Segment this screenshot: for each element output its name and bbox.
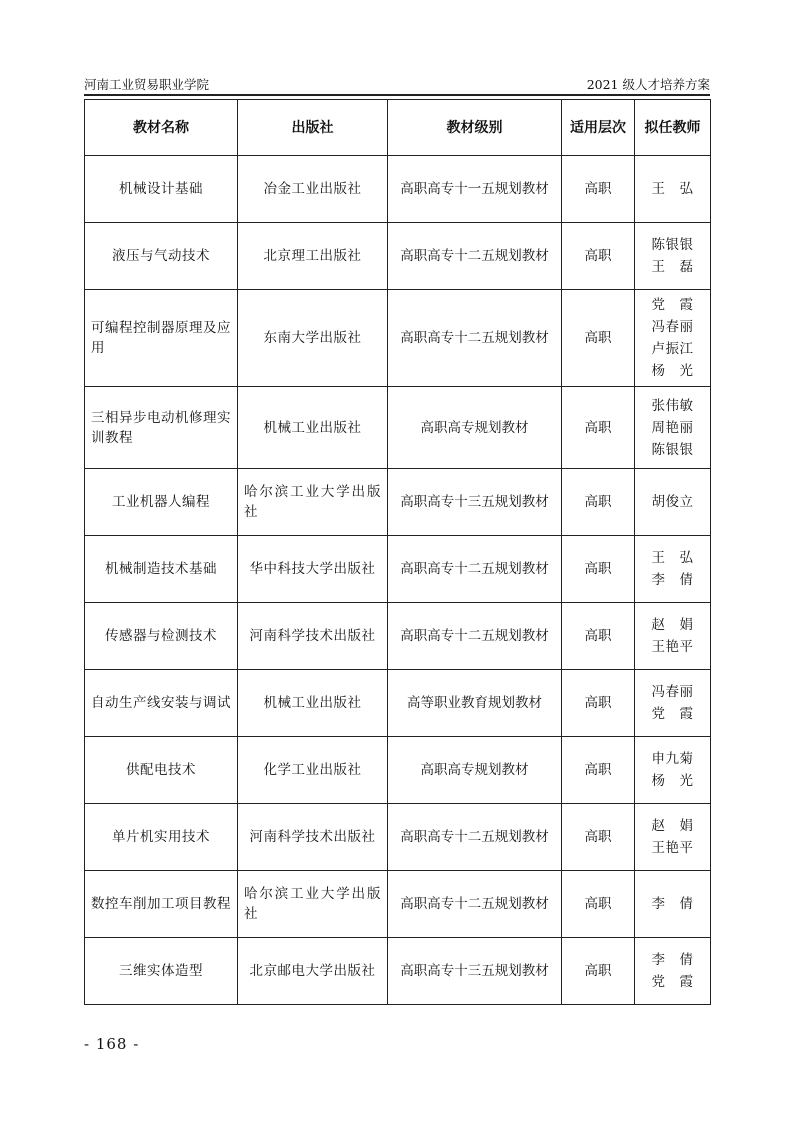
teacher-name: 王 弘 [651, 181, 694, 197]
teachers-cell [635, 804, 711, 871]
textbook-name-cell: 可编程控制器原理及应用 [85, 290, 238, 387]
publisher-cell: 河南科学技术出版社 [238, 603, 388, 670]
column-header-textbook-level: 教材级别 [388, 100, 562, 156]
table-row [85, 387, 711, 469]
column-header-teachers: 拟任教师 [635, 100, 711, 156]
table-row [85, 536, 711, 603]
publisher-cell: 北京邮电大学出版社 [238, 938, 388, 1005]
teacher-name: 李 倩 [651, 952, 694, 968]
teacher-name: 申九菊 [651, 751, 694, 767]
publisher-cell: 哈尔滨工业大学出版社 [238, 469, 388, 536]
table-row [85, 871, 711, 938]
teacher-name: 王艳平 [651, 840, 694, 856]
textbook-level-cell: 高职高专十二五规划教材 [388, 804, 562, 871]
textbook-name-cell: 数控车削加工项目教程 [85, 871, 238, 938]
teacher-name: 王 弘 [651, 550, 694, 566]
teacher-name: 赵 娟 [651, 818, 694, 834]
textbook-name-cell: 三相异步电动机修理实训教程 [85, 387, 238, 469]
column-header-publisher: 出版社 [238, 100, 388, 156]
teachers-cell [635, 603, 711, 670]
applicable-tier-cell: 高职 [562, 387, 635, 469]
publisher-cell: 河南科学技术出版社 [238, 804, 388, 871]
teacher-name: 张伟敏 [651, 397, 694, 414]
table-body [85, 156, 711, 1005]
textbook-level-cell: 高等职业教育规划教材 [388, 670, 562, 737]
publisher-cell: 哈尔滨工业大学出版社 [238, 871, 388, 938]
teacher-name: 党 霞 [651, 706, 694, 722]
textbook-name-cell: 供配电技术 [85, 737, 238, 804]
table-row [85, 603, 711, 670]
teachers-cell [635, 469, 711, 536]
teacher-name: 周艳丽 [651, 419, 694, 436]
teacher-name: 李 倩 [651, 896, 694, 912]
table-row [85, 290, 711, 387]
textbook-name-cell: 传感器与检测技术 [85, 603, 238, 670]
publisher-cell: 化学工业出版社 [238, 737, 388, 804]
textbook-name-cell: 液压与气动技术 [85, 223, 238, 290]
textbook-name-cell: 工业机器人编程 [85, 469, 238, 536]
textbook-level-cell: 高职高专十二五规划教材 [388, 603, 562, 670]
column-header-applicable-tier: 适用层次 [562, 100, 635, 156]
publisher-cell: 机械工业出版社 [238, 670, 388, 737]
table-row [85, 804, 711, 871]
table-row [85, 737, 711, 804]
teachers-cell [635, 156, 711, 223]
plan-title: 2021 级人才培养方案 [586, 77, 710, 92]
textbook-table [84, 99, 711, 1005]
table-row [85, 938, 711, 1005]
applicable-tier-cell: 高职 [562, 603, 635, 670]
teacher-name: 李 倩 [651, 572, 694, 588]
textbook-level-cell: 高职高专十三五规划教材 [388, 938, 562, 1005]
teacher-name: 陈银银 [651, 441, 694, 458]
teacher-name: 赵 娟 [651, 617, 694, 633]
teachers-cell [635, 387, 711, 469]
teacher-name: 卢振江 [651, 341, 694, 357]
textbook-level-cell: 高职高专十三五规划教材 [388, 469, 562, 536]
teacher-name: 王 磊 [651, 259, 694, 275]
teachers-cell [635, 938, 711, 1005]
applicable-tier-cell: 高职 [562, 871, 635, 938]
publisher-cell: 北京理工出版社 [238, 223, 388, 290]
publisher-cell: 华中科技大学出版社 [238, 536, 388, 603]
applicable-tier-cell: 高职 [562, 938, 635, 1005]
textbook-name-cell: 单片机实用技术 [85, 804, 238, 871]
applicable-tier-cell: 高职 [562, 536, 635, 603]
table-header-row [85, 100, 711, 156]
applicable-tier-cell: 高职 [562, 737, 635, 804]
page-number: - 168 - [84, 1035, 140, 1053]
teacher-name: 杨 光 [651, 773, 694, 789]
teacher-name: 杨 光 [651, 363, 694, 379]
page-header [84, 72, 710, 96]
textbook-level-cell: 高职高专十二五规划教材 [388, 871, 562, 938]
textbook-name-cell: 三维实体造型 [85, 938, 238, 1005]
teachers-cell [635, 290, 711, 387]
teacher-name: 陈银银 [651, 237, 694, 253]
teachers-cell [635, 670, 711, 737]
textbook-level-cell: 高职高专十二五规划教材 [388, 223, 562, 290]
table-row [85, 469, 711, 536]
teachers-cell [635, 871, 711, 938]
publisher-cell: 冶金工业出版社 [238, 156, 388, 223]
column-header-textbook-name: 教材名称 [85, 100, 238, 156]
teacher-name: 王艳平 [651, 639, 694, 655]
table-row [85, 156, 711, 223]
teacher-name: 冯春丽 [651, 319, 694, 335]
institution-name: 河南工业贸易职业学院 [84, 77, 210, 92]
publisher-cell: 机械工业出版社 [238, 387, 388, 469]
publisher-cell: 东南大学出版社 [238, 290, 388, 387]
teacher-name: 党 霞 [651, 297, 694, 313]
applicable-tier-cell: 高职 [562, 290, 635, 387]
textbook-level-cell: 高职高专规划教材 [388, 737, 562, 804]
textbook-level-cell: 高职高专十二五规划教材 [388, 536, 562, 603]
teacher-name: 冯春丽 [651, 684, 694, 700]
teachers-cell [635, 223, 711, 290]
applicable-tier-cell: 高职 [562, 670, 635, 737]
teachers-cell [635, 536, 711, 603]
teacher-name: 党 霞 [651, 974, 694, 990]
applicable-tier-cell: 高职 [562, 156, 635, 223]
teacher-name: 胡俊立 [651, 494, 694, 510]
applicable-tier-cell: 高职 [562, 469, 635, 536]
table-row [85, 223, 711, 290]
table-row [85, 670, 711, 737]
textbook-level-cell: 高职高专十一五规划教材 [388, 156, 562, 223]
applicable-tier-cell: 高职 [562, 804, 635, 871]
applicable-tier-cell: 高职 [562, 223, 635, 290]
textbook-name-cell: 自动生产线安装与调试 [85, 670, 238, 737]
textbook-name-cell: 机械设计基础 [85, 156, 238, 223]
textbook-level-cell: 高职高专十二五规划教材 [388, 290, 562, 387]
textbook-level-cell: 高职高专规划教材 [388, 387, 562, 469]
teachers-cell [635, 737, 711, 804]
textbook-name-cell: 机械制造技术基础 [85, 536, 238, 603]
